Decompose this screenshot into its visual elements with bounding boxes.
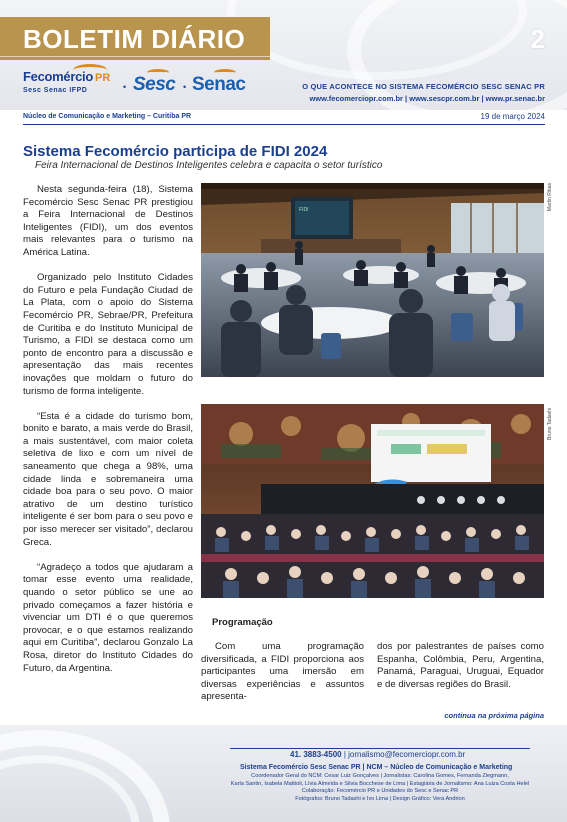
header xyxy=(0,0,567,110)
paragraph: “Esta é a cidade do turismo bom, bonito e barato, a mais verde do Brasil, a mais sustentável, com maior coleta seletiva de lixo e com um nível de saneamento que chega a 98%, uma cidade linda e sobremaneira uma cidade boa para o seu povo. O maior atrativo de um destino turístico inteligente é ser bom para o seu povo e por isso merecer ser visitado”, declarou Greca. xyxy=(23,410,193,548)
fecomercio-logo-sub: Sesc Senac IFPD xyxy=(23,87,88,94)
fecomercio-logo-pr: PR xyxy=(94,72,111,84)
tagline-text: O QUE ACONTECE NO SISTEMA FECOMÉRCIO SESC SENAC PR xyxy=(302,82,545,91)
senac-logo-text: Senac xyxy=(192,74,246,95)
footer-divider xyxy=(230,748,530,749)
paragraph: “Agradeço a todos que ajudaram a tomar esse evento uma realidade, quando o setor público se une ao privado começamos a fazer história e vivenciar um DTI é o que queremos provocar, e o que estamos realizando aqui em Curitiba”, declarou Gonzalo La Rosa, diretor do Instituto Cidades do Futuro, da Argentina. xyxy=(23,561,193,674)
sesc-logo xyxy=(133,74,175,96)
sesc-logo-text: Sesc xyxy=(133,74,176,95)
paragraph: dos por palestrantes de países como Espanha, Colômbia, Peru, Argentina, Panamá, Paraguai, Uruguai, Equador e de diversas regiões do Brasil. xyxy=(377,641,544,690)
footer-org: Sistema Fecomércio Sesc Senac PR | NCM – Núcleo de Comunicação e Marketing xyxy=(240,764,513,771)
title-bar xyxy=(0,17,270,60)
footer-contact xyxy=(290,750,465,759)
credit-line: Coordenador Geral do NCM: Cesar Luiz Gonçalves | Jornalistas: Carolina Gomes, Fernanda Ziegmann, xyxy=(251,773,509,779)
article-column-1 xyxy=(23,184,193,688)
tagline xyxy=(302,82,545,103)
separator-dot: • xyxy=(183,82,187,92)
section-heading: Programação xyxy=(212,617,273,628)
newsletter-title: BOLETIM DIÁRIO xyxy=(23,24,246,54)
photo-credit: Martin Ribas xyxy=(547,183,553,212)
footer-email[interactable]: jornalismo@fecomerciopr.com.br xyxy=(348,750,466,759)
article-headline: Sistema Fecomércio participa de FIDI 2024 xyxy=(23,143,328,160)
paragraph: Nesta segunda-feira (18), Sistema Fecomércio Sesc Senac PR prestigiou a Feira Internacional de Destinos Inteligentes (FIDI), um dos eventos mais relevantes para o turismo na América Latina. xyxy=(23,184,193,258)
photo-auditorium xyxy=(201,404,544,598)
fecomercio-logo-text: Fecomércio xyxy=(23,69,93,84)
footer-phone: 41. 3883-4500 xyxy=(290,750,342,759)
separator: | xyxy=(343,750,349,759)
issue-date: 19 de março 2024 xyxy=(480,112,545,121)
fecomercio-logo xyxy=(23,68,110,94)
department-label: Núcleo de Comunicação e Marketing – Curitiba PR xyxy=(23,113,192,120)
senac-logo xyxy=(192,74,245,96)
photo-conference-hall xyxy=(201,183,544,377)
article-deck: Feira Internacional de Destinos Inteligentes celebra e capacita o setor turístico xyxy=(35,160,383,171)
info-bar xyxy=(23,113,545,125)
page-number: 2 xyxy=(530,24,545,54)
credit-line: Fotógrafos: Bruno Tadashi e Ivo Lima | Design Gráfico: Vera Andrion xyxy=(295,795,465,802)
credit-line: Karla Santin, Isabela Mattioli, Lívia Almeida e Silvia Bocchese de Lima | Estagiária de Jornalismo: Ana Luiza Costa Helel xyxy=(230,780,530,787)
photo-credit: Bruno Tadashi xyxy=(547,408,553,440)
svg-text:FIDI: FIDI xyxy=(299,207,309,213)
title-stripe xyxy=(0,56,270,57)
footer xyxy=(0,725,567,822)
websites-link[interactable]: www.fecomerciopr.com.br | www.sescpr.com.br | www.pr.senac.br xyxy=(309,94,545,103)
article-column-2 xyxy=(201,641,364,704)
continued-note: continua na próxima página xyxy=(444,711,544,720)
logos xyxy=(23,68,253,102)
separator-dot: • xyxy=(123,82,127,92)
credit-line: Colaboração: Fecomércio PR e Unidades do Sesc e Senac PR xyxy=(301,788,459,795)
paragraph: Organizado pelo Instituto Cidades do Futuro e pela Fundação Ciudad de La Plata, com o apoio do Sistema Fecomércio PR, Sebrae/PR, Prefeitura de Curitiba e do Instituto Municipal de Turismo, a FIDI se destaca como um ponto de encontro para a discussão e apresentação das mais recentes inovações que moldam o futuro do turismo de forma inteligente. xyxy=(23,272,193,397)
article-column-3 xyxy=(377,641,544,691)
footer-credits xyxy=(215,773,545,803)
paragraph: Com uma programação diversificada, a FIDI proporciona aos participantes uma imersão em diversas experiências e assuntos apresenta- xyxy=(201,641,364,703)
